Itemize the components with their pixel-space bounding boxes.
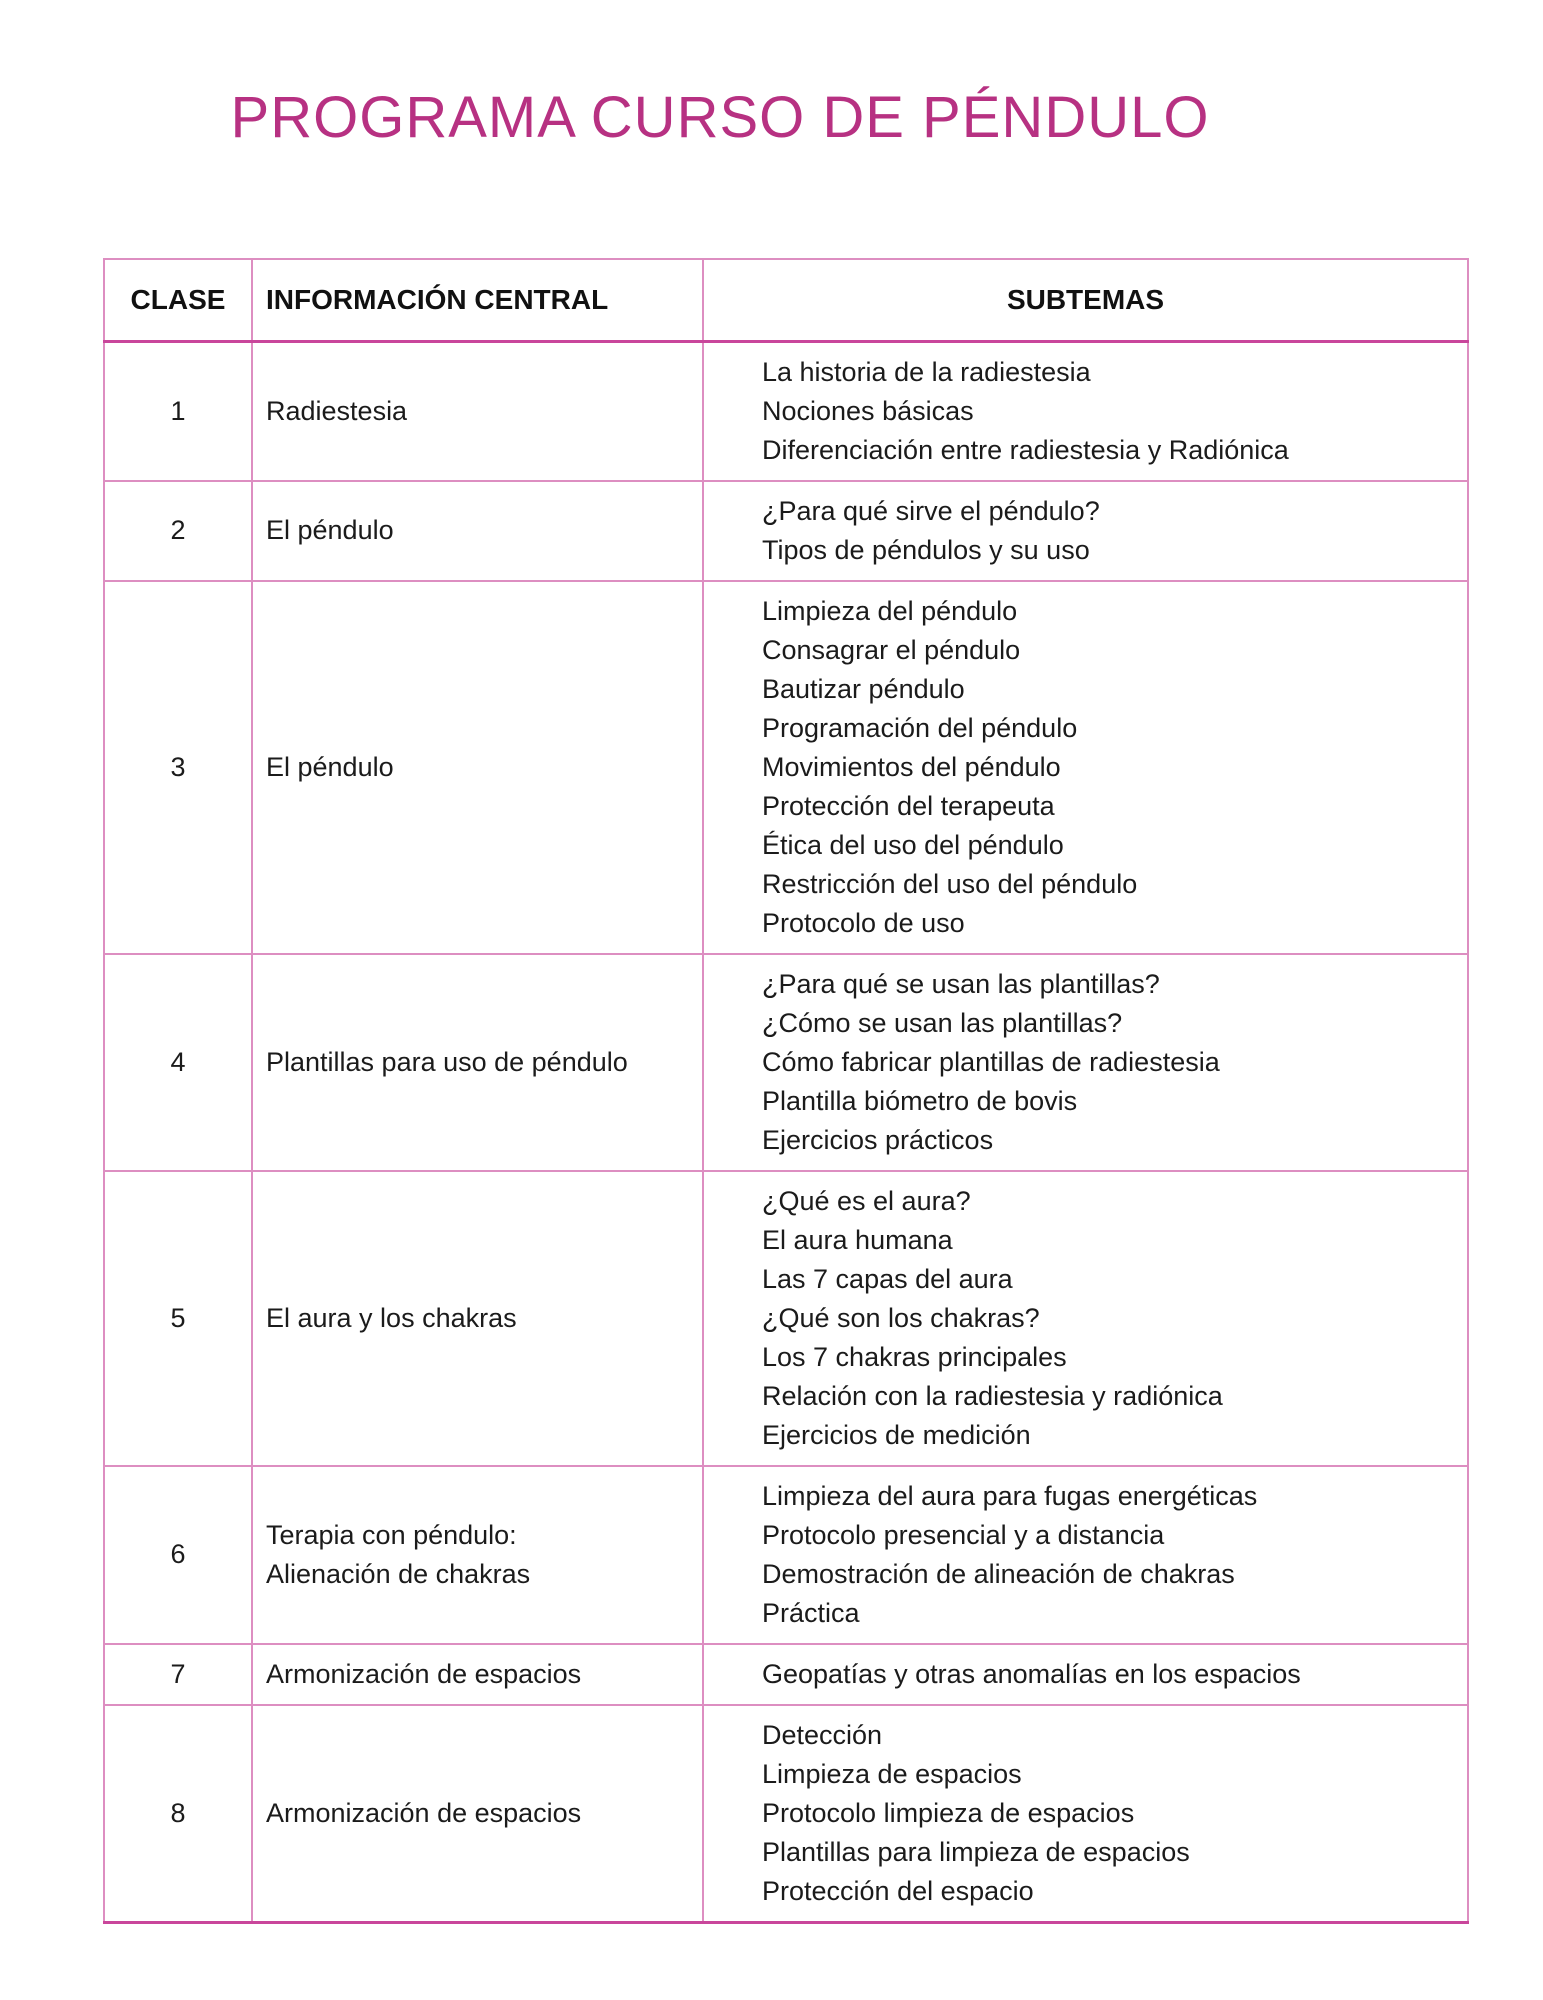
subtema-line: Relación con la radiestesia y radiónica	[762, 1380, 1223, 1411]
central-cell	[252, 1171, 703, 1466]
subtema-line: Práctica	[762, 1597, 860, 1628]
central-line: El aura y los chakras	[266, 1302, 517, 1333]
course-table-body	[104, 341, 1468, 1922]
central-line: Terapia con péndulo:	[266, 1519, 517, 1550]
clase-cell: 2	[104, 481, 252, 581]
subtema-line: Protección del terapeuta	[762, 790, 1055, 821]
subtema-line: Geopatías y otras anomalías en los espacios	[762, 1658, 1301, 1689]
header-informacion-central: INFORMACIÓN CENTRAL	[252, 259, 703, 342]
subtema-line: Restricción del uso del péndulo	[762, 868, 1138, 899]
subtema-line: Ejercicios prácticos	[762, 1124, 994, 1155]
central-cell	[252, 581, 703, 954]
subtema-line: ¿Para qué se usan las plantillas?	[762, 968, 1160, 999]
subtema-line: Diferenciación entre radiestesia y Radiónica	[762, 434, 1289, 465]
subtema-line: Las 7 capas del aura	[762, 1263, 1013, 1294]
central-line: Armonización de espacios	[266, 1797, 582, 1828]
central-cell	[252, 481, 703, 581]
central-cell	[252, 1466, 703, 1644]
header-row	[104, 259, 1468, 342]
subtema-line: Limpieza del péndulo	[762, 595, 1018, 626]
subtema-line: Bautizar péndulo	[762, 673, 965, 704]
subtema-line: Cómo fabricar plantillas de radiestesia	[762, 1046, 1220, 1077]
subtema-line: Ejercicios de medición	[762, 1419, 1031, 1450]
clase-cell: 6	[104, 1466, 252, 1644]
subtema-line: Los 7 chakras principales	[762, 1341, 1067, 1372]
central-line: Alienación de chakras	[266, 1558, 531, 1589]
subtema-line: ¿Para qué sirve el péndulo?	[762, 495, 1100, 526]
subtema-line: Demostración de alineación de chakras	[762, 1558, 1235, 1589]
subtema-line: Protocolo limpieza de espacios	[762, 1797, 1135, 1828]
subtemas-cell	[703, 341, 1468, 481]
subtemas-cell	[703, 481, 1468, 581]
central-cell	[252, 1705, 703, 1923]
subtemas-cell	[703, 1171, 1468, 1466]
clase-cell: 5	[104, 1171, 252, 1466]
course-program-table	[103, 258, 1469, 1924]
subtema-line: Plantillas para limpieza de espacios	[762, 1836, 1190, 1867]
table-row	[104, 1171, 1468, 1466]
subtema-line: Tipos de péndulos y su uso	[762, 534, 1090, 565]
central-cell	[252, 341, 703, 481]
table-row	[104, 1466, 1468, 1644]
subtemas-cell	[703, 581, 1468, 954]
table-row	[104, 1705, 1468, 1923]
subtema-line: Ética del uso del péndulo	[762, 829, 1064, 860]
subtema-line: Plantilla biómetro de bovis	[762, 1085, 1078, 1116]
subtema-line: Programación del péndulo	[762, 712, 1078, 743]
subtema-line: Limpieza de espacios	[762, 1758, 1022, 1789]
subtemas-cell	[703, 1644, 1468, 1705]
subtema-line: Movimientos del péndulo	[762, 751, 1061, 782]
central-line: El péndulo	[266, 751, 394, 782]
subtema-line: Protocolo presencial y a distancia	[762, 1519, 1165, 1550]
table-row	[104, 581, 1468, 954]
subtema-line: ¿Cómo se usan las plantillas?	[762, 1007, 1123, 1038]
subtema-line: Nociones básicas	[762, 395, 974, 426]
subtema-line: ¿Qué es el aura?	[762, 1185, 971, 1216]
central-line: Radiestesia	[266, 395, 408, 426]
subtema-line: La historia de la radiestesia	[762, 356, 1091, 387]
table-row	[104, 1644, 1468, 1705]
table-row	[104, 481, 1468, 581]
header-subtemas: SUBTEMAS	[703, 259, 1468, 342]
central-cell	[252, 954, 703, 1171]
clase-cell: 3	[104, 581, 252, 954]
clase-cell: 8	[104, 1705, 252, 1923]
clase-cell: 7	[104, 1644, 252, 1705]
clase-cell: 4	[104, 954, 252, 1171]
table-header	[104, 259, 1468, 342]
subtema-line: Consagrar el péndulo	[762, 634, 1021, 665]
subtema-line: El aura humana	[762, 1224, 953, 1255]
central-cell	[252, 1644, 703, 1705]
table-row	[104, 341, 1468, 481]
subtema-line: ¿Qué son los chakras?	[762, 1302, 1040, 1333]
subtemas-cell	[703, 1466, 1468, 1644]
subtema-line: Detección	[762, 1719, 883, 1750]
subtemas-cell	[703, 954, 1468, 1171]
clase-cell: 1	[104, 341, 252, 481]
table-row	[104, 954, 1468, 1171]
subtemas-cell	[703, 1705, 1468, 1923]
subtema-line: Protocolo de uso	[762, 907, 965, 938]
central-line: Plantillas para uso de péndulo	[266, 1046, 628, 1077]
header-clase: CLASE	[104, 259, 252, 342]
subtema-line: Protección del espacio	[762, 1875, 1034, 1906]
page-title: PROGRAMA CURSO DE PÉNDULO	[230, 85, 1210, 150]
central-line: El péndulo	[266, 515, 394, 546]
central-line: Armonización de espacios	[266, 1658, 582, 1689]
subtema-line: Limpieza del aura para fugas energéticas	[762, 1480, 1258, 1511]
title-wrap	[0, 86, 1440, 150]
